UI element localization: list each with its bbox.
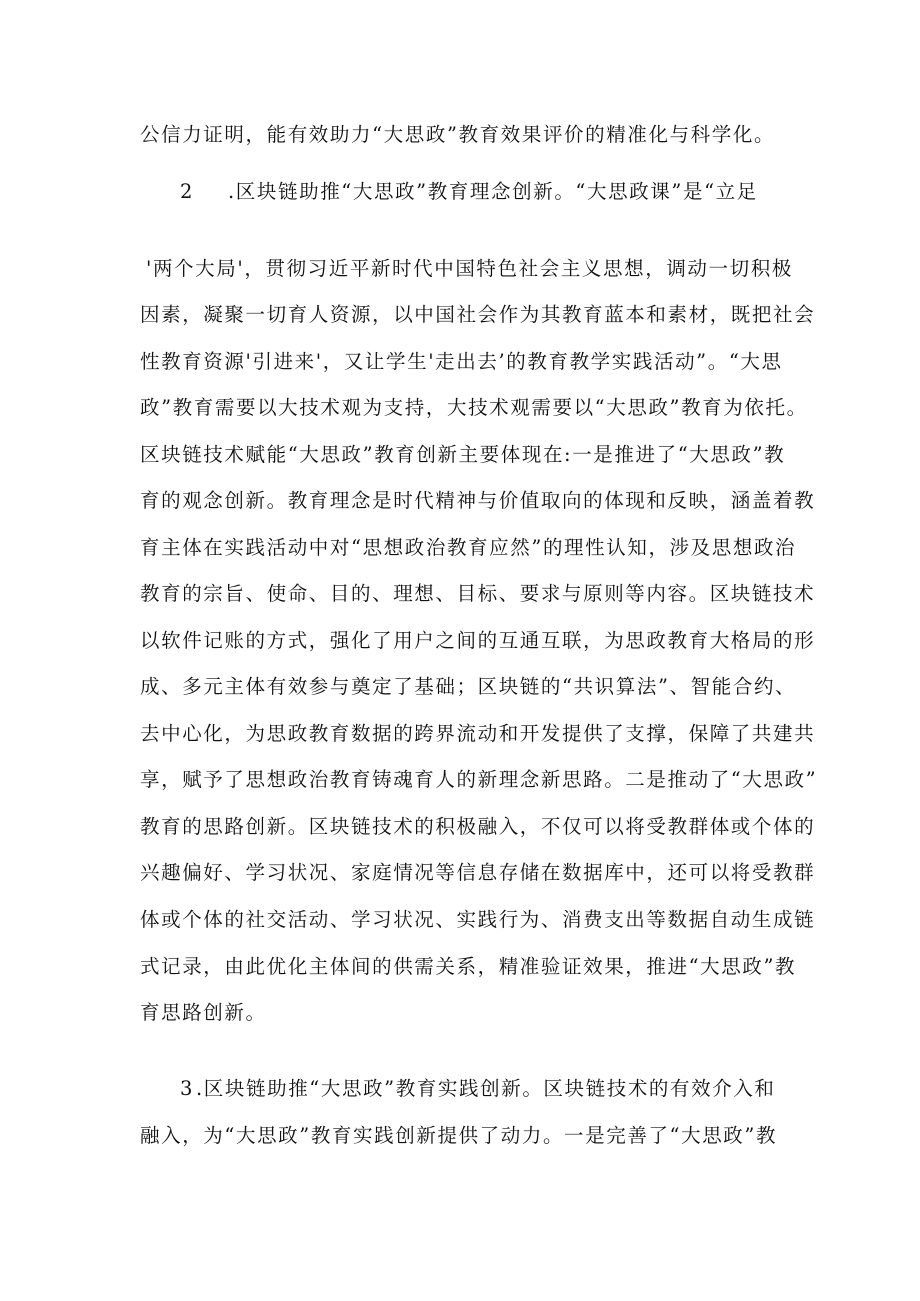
paragraph-line: 以软件记账的方式，强化了用户之间的互通互联，为思政教育大格局的形 (140, 629, 816, 652)
paragraph-line: 公信力证明，能有效助力“大思政”教育效果评价的精准化与科学化。 (140, 123, 776, 146)
paragraph-line: 因素，凝聚一切育人资源，以中国社会作为其教育蓝本和素材，既把社会 (140, 303, 816, 326)
paragraph-line: 成、多元主体有效参与奠定了基础；区块链的“共识算法”、智能合约、 (140, 675, 797, 698)
paragraph-line: 体或个体的社交活动、学习状况、实践行为、消费支出等数据自动生成链 (140, 908, 816, 931)
section-3-heading (180, 1075, 776, 1103)
paragraph-line: 政”教育需要以大技术观为支持，大技术观需要以“大思政”教育为依托。 (140, 396, 808, 419)
paragraph-line: '两个大局'，贯彻习近平新时代中国特色社会主义思想，调动一切积极 (146, 257, 793, 280)
paragraph-line: 区块链技术赋能“大思政”教育创新主要体现在:一是推进了“大思政”教 (140, 443, 786, 466)
section-2-heading (180, 178, 758, 206)
paragraph-line: 育的观念创新。教育理念是时代精神与价值取向的体现和反映，涵盖着教 (140, 489, 816, 512)
paragraph-line: 教育的宗旨、使命、目的、理想、目标、要求与原则等内容。区块链技术 (140, 582, 816, 605)
paragraph-line: 享，赋予了思想政治教育铸魂育人的新理念新思路。二是推动了“大思政” (140, 768, 818, 791)
section-2-text: .区块链助推“大思政”教育理念创新。“大思政课”是“立足 (228, 180, 758, 203)
paragraph-line: 性教育资源'引进来'，又让学生'走出去’的教育教学实践活动”。“大思 (140, 350, 783, 373)
section-2-number: 2 (180, 180, 195, 203)
paragraph-line: 融入，为“大思政”教育实践创新提供了动力。一是完善了“大思政”教 (140, 1124, 778, 1147)
paragraph-line: 育思路创新。 (140, 1001, 267, 1024)
paragraph-line: 式记录，由此优化主体间的供需关系，精准验证效果，推进“大思政”教 (140, 955, 797, 978)
paragraph-line: 兴趣偏好、学习状况、家庭情况等信息存储在数据库中，还可以将受教群 (140, 861, 816, 884)
paragraph-line: 去中心化，为思政教育数据的跨界流动和开发提供了支撑，保障了共建共 (140, 722, 816, 745)
paragraph-line: 教育的思路创新。区块链技术的积极融入，不仅可以将受教群体或个体的 (140, 815, 816, 838)
section-3-number: 3 (180, 1077, 195, 1100)
section-3-text: .区块链助推“大思政”教育实践创新。区块链技术的有效介入和 (196, 1077, 776, 1100)
paragraph-line: 育主体在实践活动中对“思想政治教育应然”的理性认知，涉及思想政治 (140, 536, 797, 559)
